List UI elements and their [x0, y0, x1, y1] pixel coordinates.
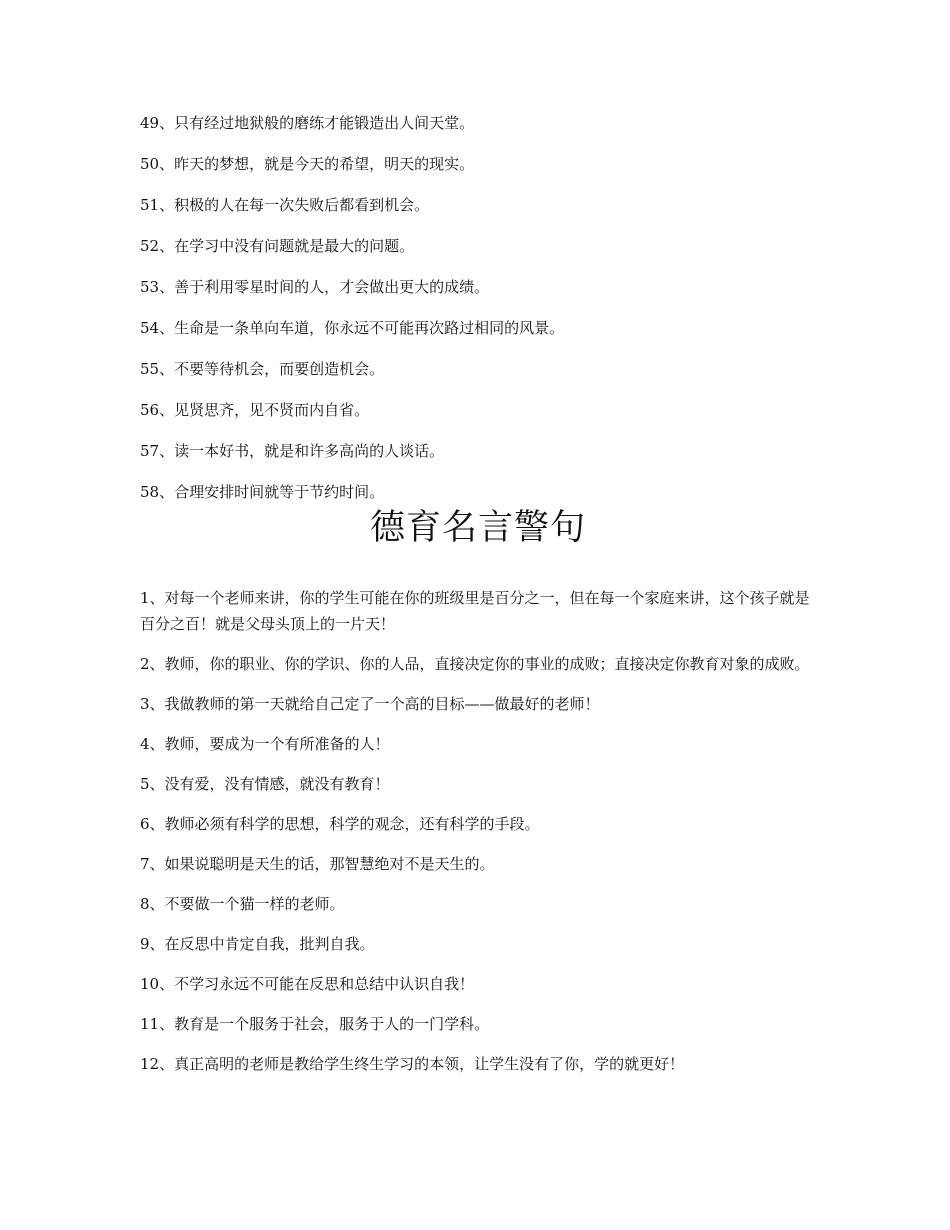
quote-line: 9、在反思中肯定自我，批判自我。: [140, 935, 375, 953]
quote-line: 8、不要做一个猫一样的老师。: [140, 895, 345, 913]
quote-line: 50、昨天的梦想，就是今天的希望，明天的现实。: [140, 155, 475, 173]
quote-list-bottom: [140, 585, 816, 1077]
section-title: 德育名言警句: [369, 508, 586, 548]
quote-line: 57、读一本好书，就是和许多高尚的人谈话。: [140, 442, 445, 460]
quote-line: 3、我做教师的第一天就给自己定了一个高的目标——做最好的老师！: [140, 695, 600, 713]
quote-line: 56、见贤思齐，见不贤而内自省。: [140, 401, 370, 419]
quote-line: 7、如果说聪明是天生的话，那智慧绝对不是天生的。: [140, 855, 495, 873]
quote-line: 54、生命是一条单向车道，你永远不可能再次路过相同的风景。: [140, 319, 565, 337]
quote-line: 55、不要等待机会，而要创造机会。: [140, 360, 385, 378]
quote-line: 51、积极的人在每一次失败后都看到机会。: [140, 196, 430, 214]
quote-line: 6、教师必须有科学的思想，科学的观念，还有科学的手段。: [140, 815, 540, 833]
quote-line: 4、教师，要成为一个有所准备的人！: [140, 735, 390, 753]
document-page: [140, 110, 816, 1091]
quote-line: 2、教师，你的职业、你的学识、你的人品，直接决定你的事业的成败；直接决定你教育对象的成败。: [140, 655, 810, 673]
quote-line: 53、善于利用零星时间的人，才会做出更大的成绩。: [140, 278, 490, 296]
quote-line: 52、在学习中没有问题就是最大的问题。: [140, 237, 415, 255]
quote-line: 10、不学习永远不可能在反思和总结中认识自我！: [140, 975, 475, 993]
quote-line: 58、合理安排时间就等于节约时间。: [140, 483, 385, 501]
quote-line: 11、教育是一个服务于社会，服务于人的一门学科。: [140, 1015, 490, 1033]
quote-line: 12、真正高明的老师是教给学生终生学习的本领，让学生没有了你，学的就更好！: [140, 1055, 685, 1073]
quote-line: 5、没有爱，没有情感，就没有教育！: [140, 775, 390, 793]
quote-list-top: [140, 110, 816, 505]
quote-line: 1、对每一个老师来讲，你的学生可能在你的班级里是百分之一，但在每一个家庭来讲，这个孩子就是百分之百！就是父母头顶上的一片天！: [140, 589, 810, 633]
quote-line: 49、只有经过地狱般的磨练才能锻造出人间天堂。: [140, 114, 475, 132]
